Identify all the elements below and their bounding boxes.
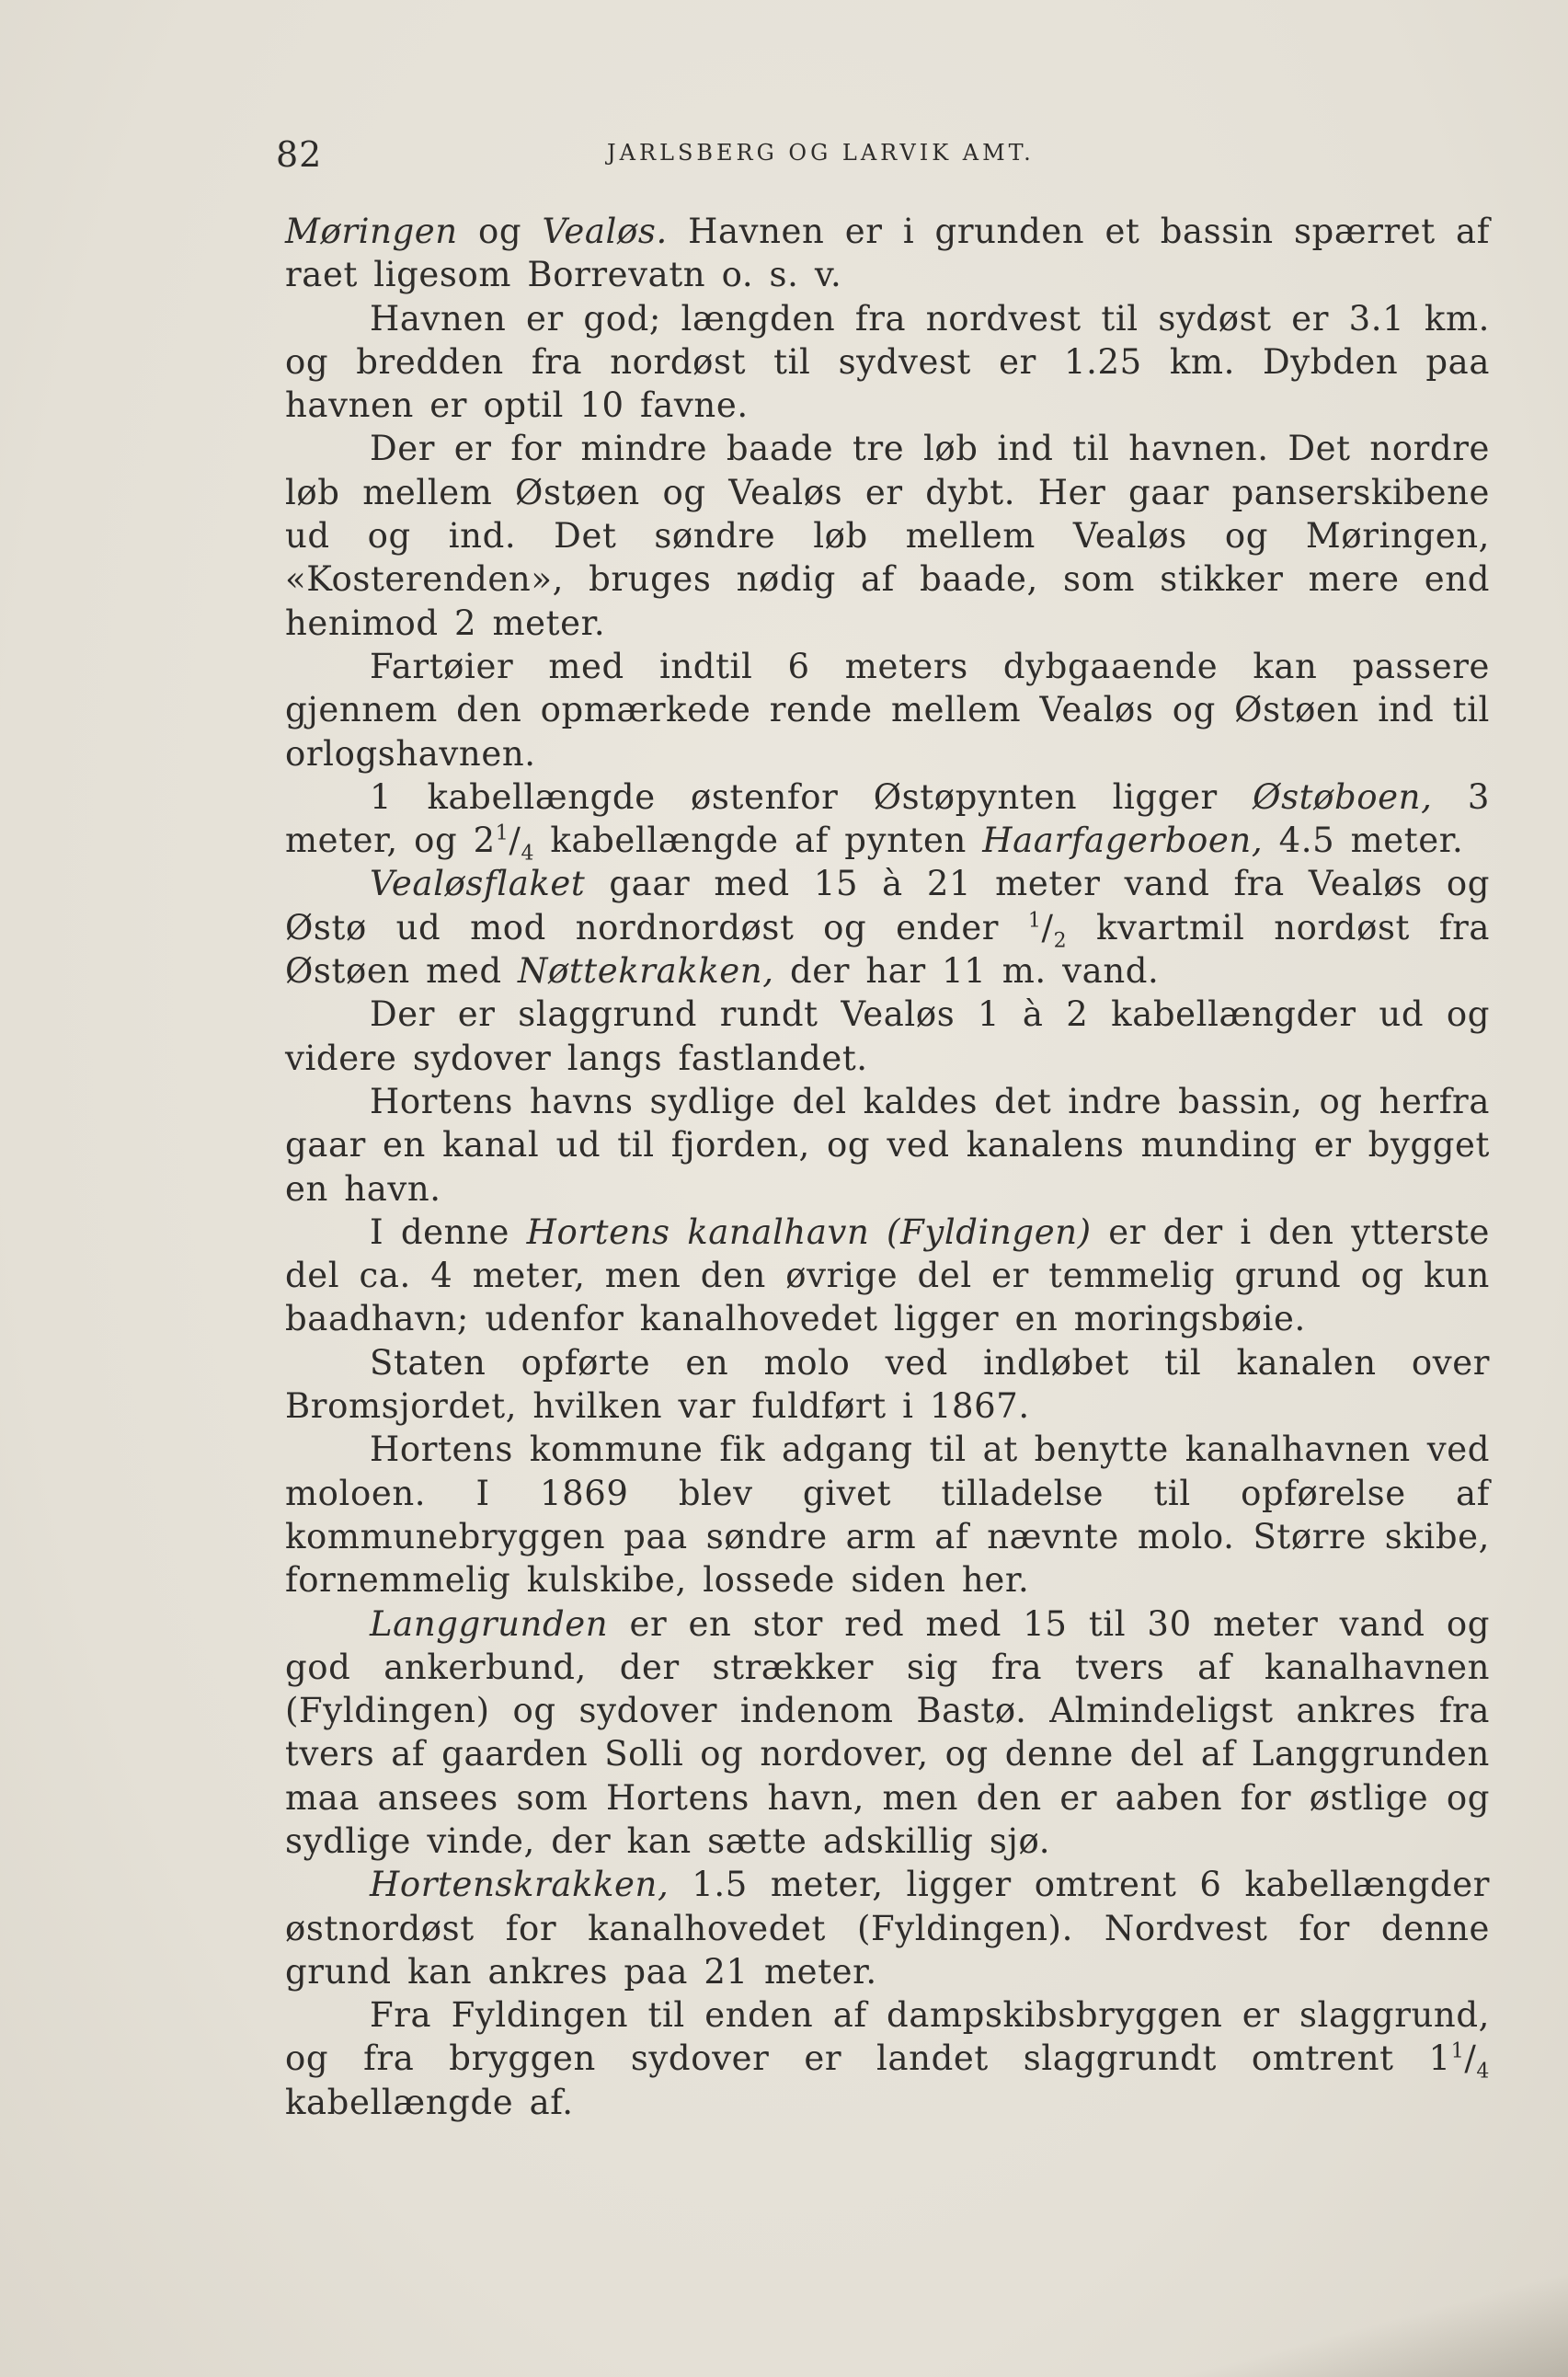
fraction-denominator: 4	[1476, 2060, 1490, 2084]
fraction-numerator: 1	[495, 821, 509, 845]
text-run: Der er for mindre baade tre løb ind til havnen. Det nordre løb mellem Østøen og Vealøs er dybt. Her gaar panserskibene ud og ind. Det søndre løb mellem Vealøs og Møringen, «Kosterenden», bruges nødig af baade, som stikker mere end henimod 2 meter.	[285, 429, 1490, 643]
paragraph	[285, 427, 1490, 644]
paragraph	[285, 1602, 1490, 1864]
paragraph	[285, 862, 1490, 993]
text-run: I denne	[370, 1211, 527, 1252]
text-run: 4.5 meter.	[1263, 821, 1464, 861]
paragraph	[285, 645, 1490, 775]
paragraph	[285, 993, 1490, 1080]
page-edge-shadow	[1182, 2248, 1568, 2377]
italic-term: Vealøsflaket	[370, 864, 586, 904]
text-run: kvartmil nordøst fra Østøen med	[285, 907, 1491, 992]
text-run: og	[457, 212, 543, 251]
paragraph	[285, 1211, 1490, 1341]
italic-term: Nøttekrakken,	[517, 951, 774, 992]
text-run: 3 meter, og 2	[285, 776, 1490, 861]
text-run: 1.5 meter, ligger omtrent 6 kabellængder østnordøst for kanalhovedet (Fyldingen). Nordvest for denne grund kan ankres paa 21 meter.	[285, 1865, 1490, 1992]
paragraph	[285, 1080, 1490, 1211]
fraction-denominator: 4	[521, 842, 535, 866]
italic-term: Østøboen,	[1253, 776, 1433, 817]
text-run: /	[1464, 2038, 1477, 2079]
text-run: kabellængde af pynten	[534, 821, 983, 861]
body-text	[285, 210, 1490, 2124]
italic-term: Hortens kanalhavn (Fyldingen)	[526, 1211, 1092, 1252]
italic-term: Langgrunden	[370, 1603, 609, 1644]
italic-term: Møringen	[285, 212, 458, 251]
paragraph	[285, 1993, 1490, 2124]
italic-term: Haarfagerboen,	[982, 821, 1264, 861]
paragraph	[285, 775, 1490, 866]
text-run: Hortens kommune fik adgang til at benytte kanalhavnen ved moloen. I 1869 blev givet tilladelse til opførelse af kommunebryggen paa søndre arm af nævnte molo. Større skibe, fornemmelig kulskibe, lossede siden her.	[285, 1430, 1490, 1601]
text-run: Hortens havns sydlige del kaldes det indre bassin, og herfra gaar en kanal ud til fjorden, og ved kanalens munding er bygget en havn.	[285, 1081, 1490, 1209]
paragraph	[285, 1863, 1490, 1993]
text-run: Der er slaggrund rundt Vealøs 1 à 2 kabellængder ud og videre sydover langs fastlandet.	[285, 994, 1490, 1078]
fraction-numerator: 1	[1027, 909, 1042, 933]
text-run: Havnen er god; længden fra nordvest til sydøst er 3.1 km. og bredden fra nordøst til sydvest er 1.25 km. Dybden paa havnen er optil 10 favne.	[285, 298, 1490, 426]
text-run: Fartøier med indtil 6 meters dybgaaende kan passere gjennem den opmærkede rende mellem Vealøs og Østøen ind til orlogshavnen.	[285, 646, 1490, 774]
fraction-numerator: 1	[1450, 2040, 1465, 2064]
italic-term: Hortenskrakken,	[370, 1865, 670, 1905]
text-run: Staten opførte en molo ved indløbet til kanalen over Bromsjordet, hvilken var fuldført i 1867.	[285, 1342, 1490, 1427]
page-number: 82	[276, 134, 323, 175]
fraction-denominator: 2	[1053, 929, 1068, 953]
paragraph	[285, 1428, 1490, 1602]
text-run: Fra Fyldingen til enden af dampskibsbryggen er slaggrund, og fra bryggen sydover er landet slaggrundt omtrent 1	[285, 1995, 1490, 2079]
text-run: 1 kabellængde østenfor Østøpynten ligger	[370, 776, 1253, 817]
italic-term: Vealøs.	[542, 212, 668, 251]
paragraph	[285, 297, 1490, 428]
running-head	[276, 134, 1476, 175]
text-run: /	[509, 821, 521, 861]
text-run: der har 11 m. vand.	[773, 951, 1160, 992]
text-run: gaar med 15 à 21 meter vand fra Vealøs og Østø ud mod nordnordøst og ender	[285, 864, 1490, 947]
paragraph	[285, 1341, 1490, 1429]
text-run: Havnen er i grunden et bassin spærret af raet ligesom Borrevatn o. s. v.	[285, 212, 1490, 295]
paragraph	[285, 210, 1490, 297]
text-run: kabellængde af.	[285, 2082, 574, 2122]
text-run: er en stor red med 15 til 30 meter vand og god ankerbund, der strækker sig fra tvers af kanalhavnen (Fyldingen) og sydover indenom Bastø. Almindeligst ankres fra tvers af gaarden Solli og nordover, og denne del af Langgrunden maa ansees som Hortens havn, men den er aaben for østlige og sydlige vinde, der kan sætte adskillig sjø.	[285, 1603, 1490, 1861]
running-title: JARLSBERG OG LARVIK AMT.	[607, 140, 1035, 166]
text-run: er der i den ytterste del ca. 4 meter, men den øvrige del er temmelig grund og kun baadhavn; udenfor kanalhovedet ligger en moringsbøie.	[285, 1211, 1490, 1339]
text-run: /	[1041, 907, 1054, 947]
